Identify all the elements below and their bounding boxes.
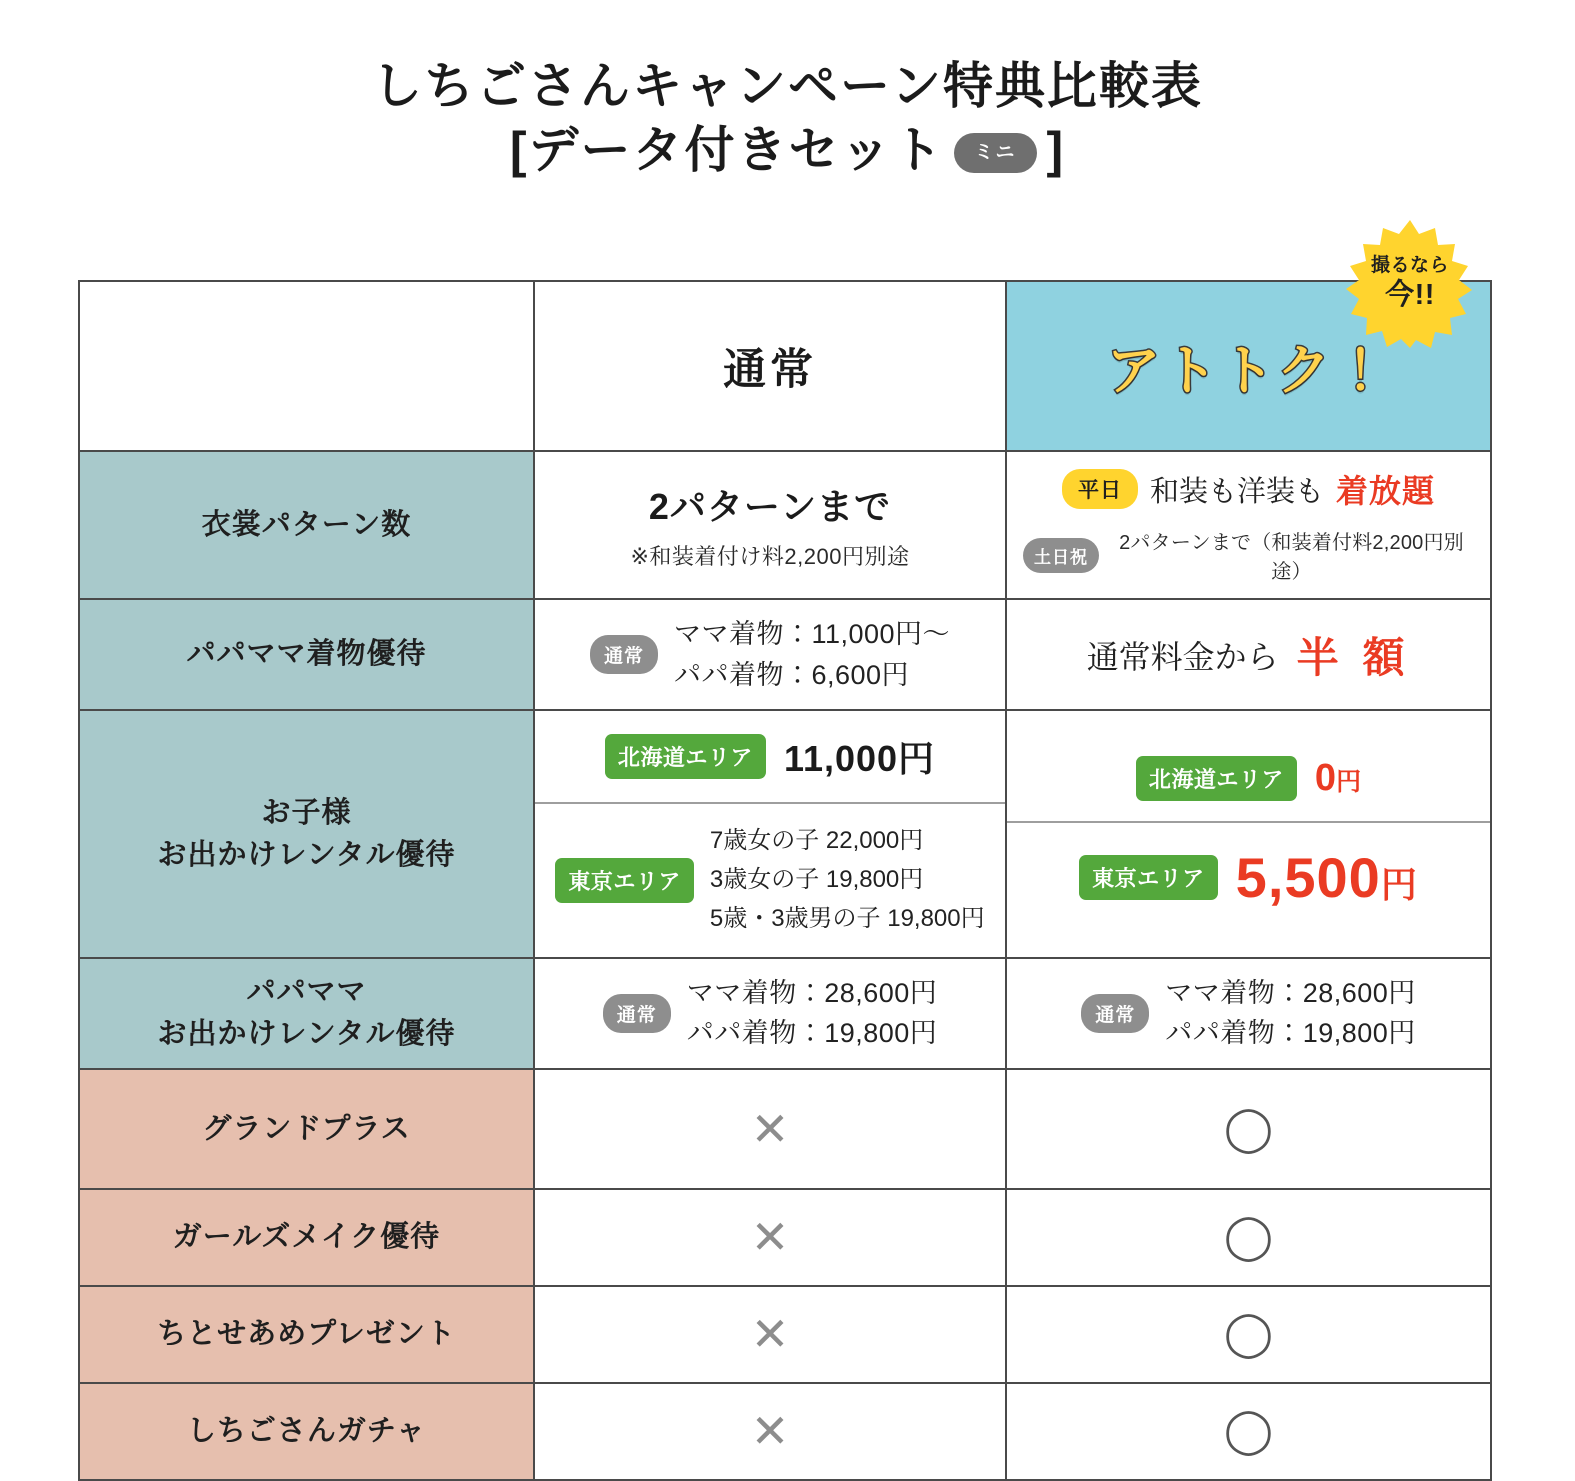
weekday-text: 和装も洋装も [1149, 475, 1324, 508]
title-line-2-prefix: [データ付きセット [509, 122, 945, 178]
child-rental-atotoku-hokkaido [1007, 736, 1490, 823]
cell-normal-parent-kimono [534, 599, 1006, 710]
atotoku-from-normal-text: 通常料金から [1086, 638, 1279, 675]
row-label-parent-rental [79, 958, 534, 1069]
circle-icon: ◯ [1223, 1309, 1274, 1359]
table-row [79, 451, 1491, 599]
cell-atotoku-parent-rental [1006, 958, 1491, 1069]
table-row [79, 599, 1491, 710]
row-label-text-l2: お出かけレンタル優待 [157, 1018, 456, 1051]
dad-kimono-normal: パパ着物：6,600円 [673, 659, 910, 690]
dad-rental-atotoku: パパ着物：19,800円 [1165, 1018, 1416, 1049]
cell-normal-shichigosan-gacha [534, 1383, 1006, 1480]
table-row [79, 710, 1491, 958]
parent-kimono-atotoku-line [1023, 625, 1474, 685]
cross-icon: ✕ [750, 1405, 790, 1458]
tokyo-atotoku-yen: 円 [1380, 863, 1418, 905]
cross-icon: ✕ [750, 1102, 790, 1155]
parent-kimono-normal-line [551, 614, 989, 695]
child-rental-atotoku-tokyo [1007, 823, 1490, 932]
hokkaido-atotoku-amount: 0 [1314, 756, 1337, 799]
tokyo-normal-price-list [710, 822, 985, 939]
tokyo-atotoku-amount: 5,500 [1235, 845, 1381, 909]
cross-icon: ✕ [750, 1308, 790, 1361]
normal-badge: 通常 [590, 635, 658, 674]
hokkaido-atotoku-yen: 円 [1336, 767, 1362, 796]
weekend-text: 2パターンまで（和装着付料2,200円別途） [1119, 532, 1464, 583]
parent-rental-normal-line [551, 973, 989, 1054]
title-line-2-suffix: ] [1046, 122, 1066, 178]
mom-kimono-normal: ママ着物：11,000円〜 [673, 619, 951, 649]
tokyo-atotoku-price [1236, 845, 1418, 910]
hokkaido-atotoku-price [1315, 757, 1361, 800]
table-row [79, 1189, 1491, 1286]
cell-normal-costume-patterns [534, 451, 1006, 599]
table-row [79, 1383, 1491, 1480]
mini-badge: ミニ [954, 133, 1036, 173]
comparison-table [78, 280, 1492, 1481]
child-rental-normal-hokkaido [535, 711, 1005, 804]
row-label-grand-plus [79, 1069, 534, 1189]
parent-rental-normal-prices [687, 973, 938, 1054]
table-row [79, 958, 1491, 1069]
costume-normal-main: 2パターンまで [648, 486, 892, 527]
weekend-badge: 土日祝 [1023, 538, 1099, 573]
hokkaido-area-badge: 北海道エリア [1136, 756, 1297, 801]
mom-rental-normal: ママ着物：28,600円 [686, 977, 938, 1008]
row-label-parent-kimono [79, 599, 534, 710]
child-rental-normal-tokyo [535, 804, 1005, 957]
header-atotoku-label: アトトク！ [1106, 340, 1391, 401]
burst-badge [1344, 218, 1476, 350]
normal-badge: 通常 [603, 994, 671, 1033]
row-label-shichigosan-gacha [79, 1383, 534, 1480]
parent-rental-atotoku-line [1023, 973, 1474, 1054]
row-label-text: グランドプラス [202, 1112, 411, 1145]
burst-badge-line-2: 今!! [1385, 279, 1435, 312]
row-label-text-l2: お出かけレンタル優待 [157, 838, 456, 871]
mom-rental-atotoku: ママ着物：28,600円 [1165, 977, 1416, 1008]
circle-icon: ◯ [1223, 1103, 1274, 1153]
header-normal-cell [534, 281, 1006, 451]
normal-badge: 通常 [1081, 994, 1149, 1033]
row-label-costume-patterns [79, 451, 534, 599]
title-line-1: しちごさんキャンペーン特典比較表 [372, 58, 1203, 114]
parent-kimono-normal-prices [674, 614, 950, 695]
hokkaido-normal-price: 11,000円 [783, 738, 936, 779]
table-row [79, 1069, 1491, 1189]
weekday-strong: 着放題 [1336, 473, 1436, 509]
cell-atotoku-girls-make [1006, 1189, 1491, 1286]
comparison-table-wrapper [78, 255, 1490, 1481]
header-normal-label: 通常 [723, 345, 817, 394]
cell-atotoku-child-rental [1006, 710, 1491, 958]
tokyo-price-boys: 5歳・3歳男の子 19,800円 [709, 904, 985, 932]
title-line-2 [0, 118, 1575, 182]
cell-atotoku-shichigosan-gacha [1006, 1383, 1491, 1480]
cell-atotoku-chitose-ame [1006, 1286, 1491, 1383]
page-title [0, 0, 1575, 182]
cell-atotoku-parent-kimono [1006, 599, 1491, 710]
costume-weekday-line [1023, 466, 1474, 512]
burst-badge-line-1: 撮るなら [1370, 255, 1449, 277]
row-label-text: ガールズメイク優待 [172, 1221, 441, 1254]
cell-atotoku-grand-plus [1006, 1069, 1491, 1189]
row-label-text-l1: パパママ [246, 976, 367, 1009]
costume-normal-note: ※和装着付け料2,200円別途 [630, 544, 910, 569]
circle-icon: ◯ [1223, 1212, 1274, 1262]
row-label-text: しちごさんガチャ [186, 1415, 427, 1448]
row-label-text: パパママ着物優待 [186, 638, 427, 671]
tokyo-price-7yo: 7歳女の子 22,000円 [709, 827, 924, 854]
hokkaido-area-badge: 北海道エリア [605, 734, 766, 779]
cell-atotoku-costume-patterns [1006, 451, 1491, 599]
costume-weekend-line [1023, 526, 1474, 584]
circle-icon: ◯ [1223, 1406, 1274, 1456]
cell-normal-child-rental [534, 710, 1006, 958]
header-blank-cell [79, 281, 534, 451]
table-header-row [79, 281, 1491, 451]
cell-normal-parent-rental [534, 958, 1006, 1069]
table-row [79, 1286, 1491, 1383]
cell-normal-grand-plus [534, 1069, 1006, 1189]
parent-rental-atotoku-prices [1165, 973, 1416, 1054]
cell-normal-girls-make [534, 1189, 1006, 1286]
tokyo-area-badge: 東京エリア [1079, 855, 1218, 900]
half-price-text: 半 額 [1296, 633, 1411, 681]
row-label-text-l1: お子様 [261, 796, 352, 829]
row-label-chitose-ame [79, 1286, 534, 1383]
tokyo-area-badge: 東京エリア [555, 858, 694, 903]
cell-normal-chitose-ame [534, 1286, 1006, 1383]
row-label-girls-make [79, 1189, 534, 1286]
row-label-child-rental [79, 710, 534, 958]
row-label-text: 衣裳パターン数 [201, 508, 412, 541]
row-label-text: ちとせあめプレゼント [157, 1318, 456, 1351]
weekday-badge: 平日 [1062, 469, 1138, 509]
cross-icon: ✕ [750, 1211, 790, 1264]
tokyo-price-3yo-girl: 3歳女の子 19,800円 [709, 865, 924, 893]
dad-rental-normal: パパ着物：19,800円 [686, 1018, 938, 1049]
